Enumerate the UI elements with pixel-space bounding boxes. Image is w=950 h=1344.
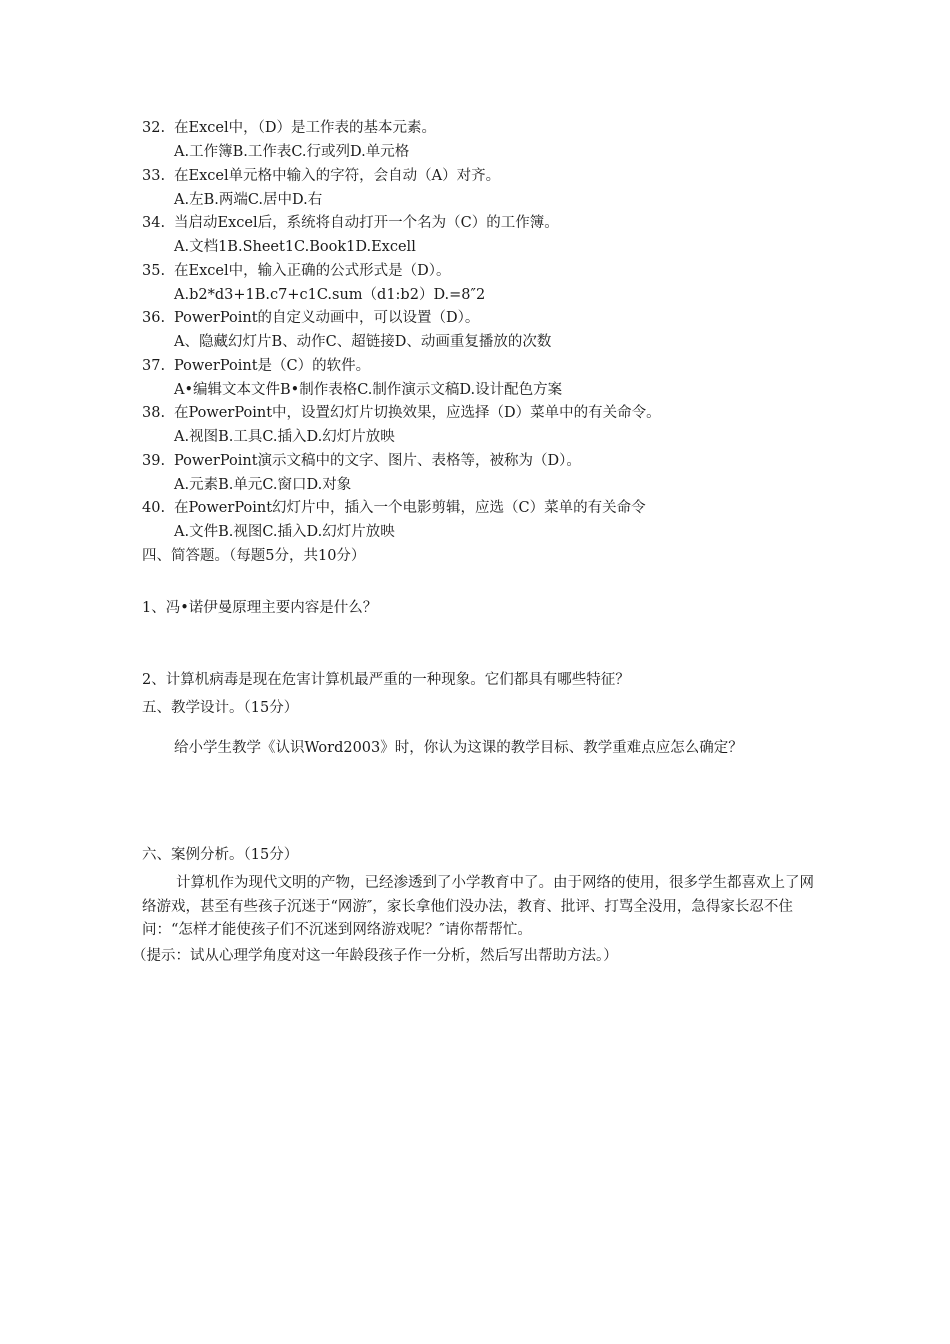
question-39-options: A.元素B.单元C.窗口D.对象 [174,477,352,493]
question-33-options: A.左B.两端C.居中D.右 [174,192,323,208]
teaching-design-question: 给小学生教学《认识Word2003》时，你认为这课的教学目标、教学重难点应怎么确定？ [174,740,743,756]
question-number: 38. [142,405,166,421]
question-37-options: A•编辑文本文件B•制作表格C.制作演示文稿D.设计配色方案 [174,382,563,398]
question-number: 40. [142,500,166,516]
question-text: PowerPoint是（C）的软件。 [174,358,371,374]
question-number: 36. [142,310,166,326]
question-33 [142,166,500,186]
question-text: 在PowerPoint幻灯片中，插入一个电影剪辑，应选（C）菜单的有关命令 [174,500,646,516]
question-text: 在Excel单元格中输入的字符，会自动（A）对齐。 [174,168,501,184]
question-number: 39. [142,453,166,469]
question-35 [142,261,450,281]
question-number: 37. [142,358,166,374]
section-5-title: 五、教学设计。（15分） [142,700,299,716]
question-32 [142,118,436,138]
section-6-title: 六、案例分析。（15分） [142,847,299,863]
question-text: 在Excel中，输入正确的公式形式是（D）。 [174,263,451,279]
question-text: PowerPoint的自定义动画中，可以设置（D）。 [174,310,480,326]
question-38 [142,403,661,423]
question-number: 34. [142,215,166,231]
question-36 [142,308,479,328]
question-36-options: A、隐藏幻灯片B、动作C、超链接D、动画重复播放的次数 [174,334,552,350]
question-text: PowerPoint演示文稿中的文字、图片、表格等，被称为（D）。 [174,453,581,469]
short-answer-question-1: 1、冯•诺伊曼原理主要内容是什么？ [142,600,378,616]
case-analysis-hint: （提示：试从心理学角度对这一年龄段孩子作一分析，然后写出帮助方法。） [132,948,618,964]
question-number: 33. [142,168,166,184]
question-35-options: A.b2*d3+1B.c7+c1C.sum（d1:b2）D.=8″2 [174,287,486,303]
question-38-options: A.视图B.工具C.插入D.幻灯片放映 [174,429,395,445]
question-text: 当启动Excel后，系统将自动打开一个名为（C）的工作簿。 [174,215,559,231]
question-32-options: A.工作簿B.工作表C.行或列D.单元格 [174,144,410,160]
question-39 [142,451,581,471]
question-text: 在Excel中，（D）是工作表的基本元素。 [174,120,436,136]
question-text: 在PowerPoint中，设置幻灯片切换效果，应选择（D）菜单中的有关命令。 [174,405,661,421]
question-40 [142,498,646,518]
section-4-title: 四、简答题。（每题5分，共10分） [142,548,366,564]
question-40-options: A.文件B.视图C.插入D.幻灯片放映 [174,524,395,540]
question-37 [142,356,370,376]
question-number: 32. [142,120,166,136]
question-34-options: A.文档1B.Sheet1C.Book1D.Excell [174,239,416,255]
question-number: 35. [142,263,166,279]
question-34 [142,213,559,233]
case-analysis-paragraph: 计算机作为现代文明的产物，已经渗透到了小学教育中了。由于网络的使用，很多学生都喜欢上了网络游戏，甚至有些孩子沉迷于“网游″，家长拿他们没办法，教育、批评、打骂全没用，急得家长忍不住问：“怎样才能使孩子们不沉迷到网络游戏呢？″请你帮帮忙。 [142,875,814,938]
short-answer-question-2: 2、计算机病毒是现在危害计算机最严重的一种现象。它们都具有哪些特征？ [142,672,630,688]
